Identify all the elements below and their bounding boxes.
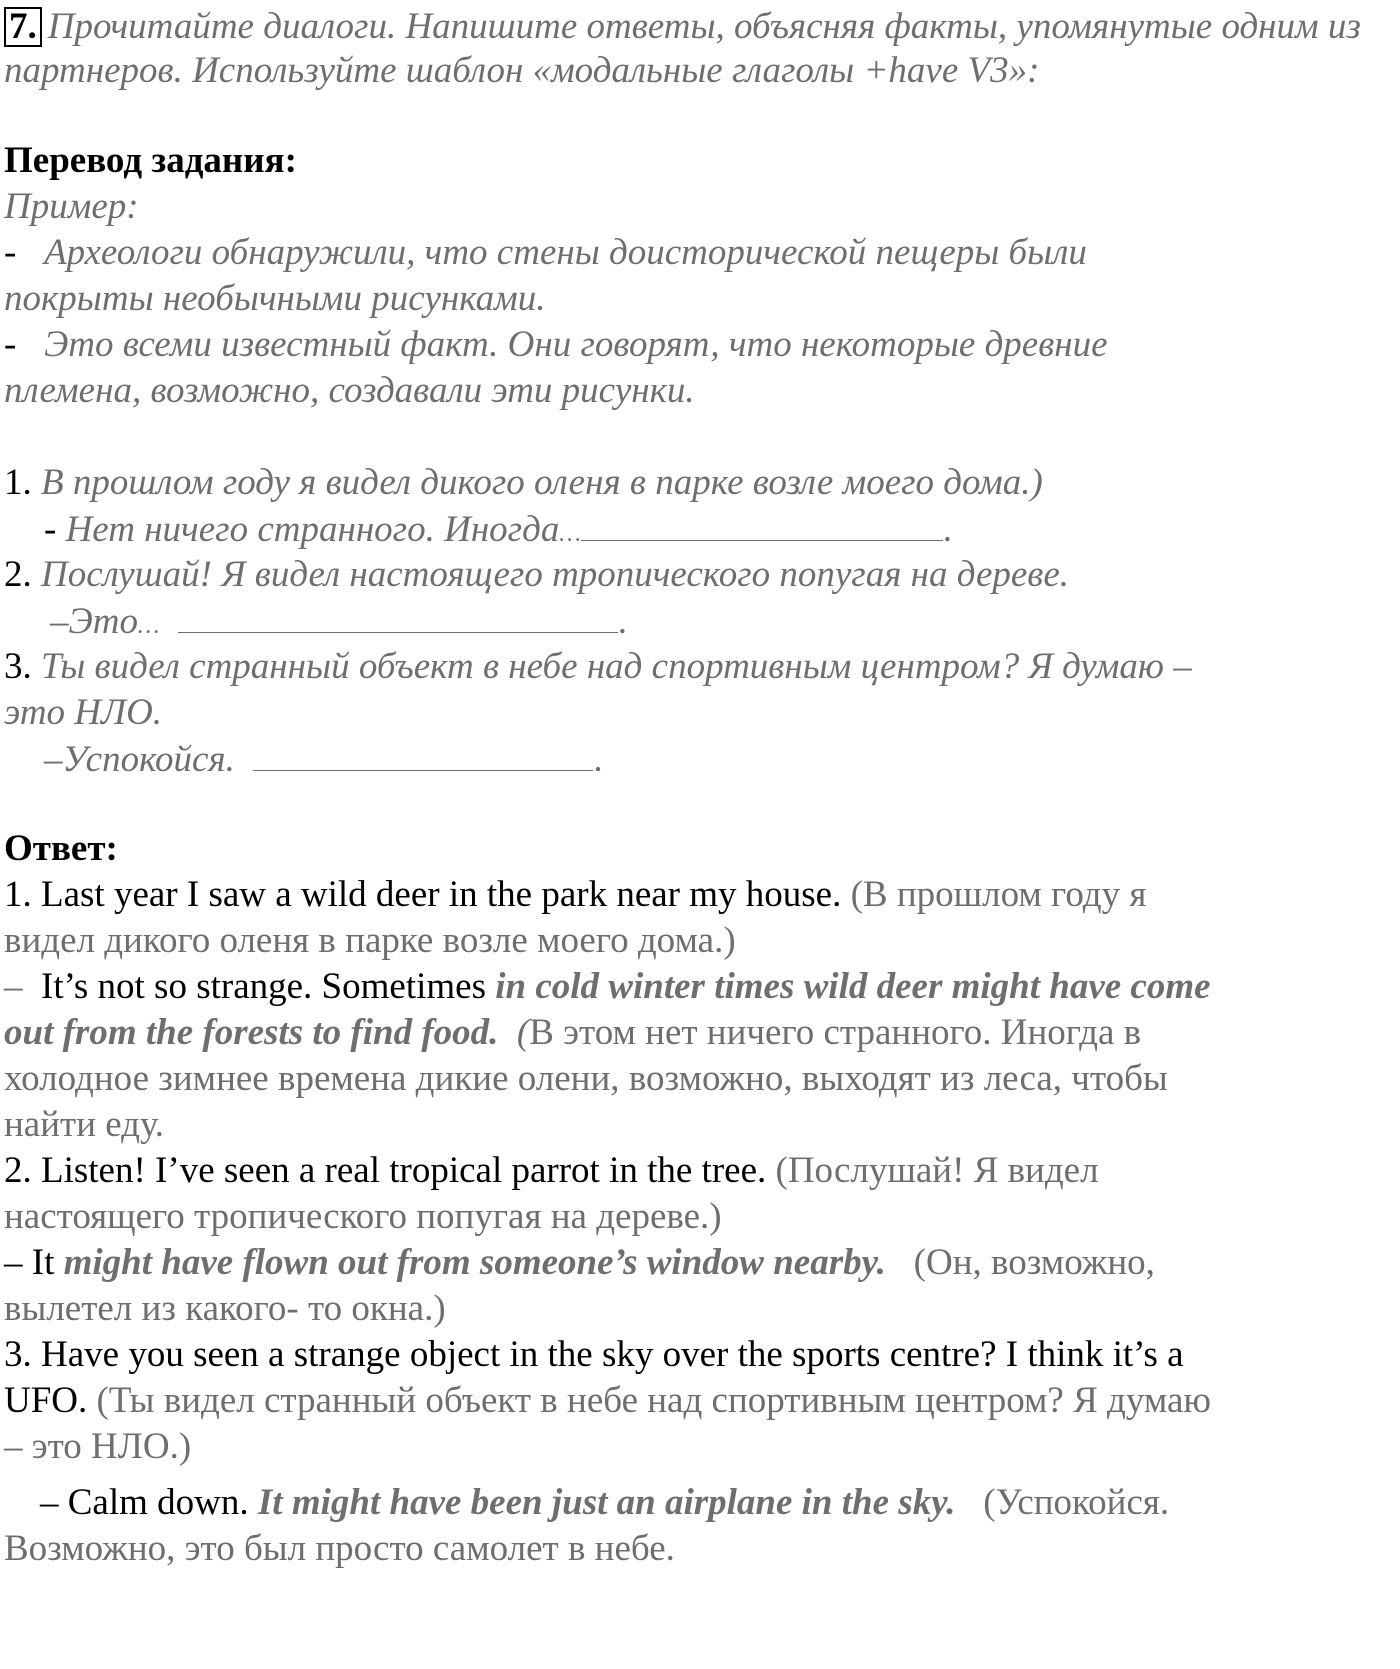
example-line-4: племена, возможно, создавали эти рисунки. [4, 370, 695, 411]
item-2-ellipsis: … [137, 613, 160, 639]
item-1-dash: - [44, 509, 57, 550]
answer-1-translation: В этом нет ничего странного. Иногда в [529, 1012, 1142, 1053]
answer-2-reply-line [4, 1240, 1155, 1286]
answer-1-translation-2: холодное зимнее времена дикие олени, возможно, выходят из леса, чтобы [4, 1058, 1168, 1099]
item-2-answer: –Это [50, 601, 138, 642]
example-text-3: Это всеми известный факт. Они говорят, что некоторые древние [44, 324, 1108, 365]
answer-1-modal: in cold winter times wild deer might have come [495, 966, 1211, 1007]
answer-1-reply-line [4, 964, 1211, 1010]
answer-2-translation: (Он, возможно, [913, 1242, 1155, 1283]
answer-2-translation-2: вылетел из какого- то окна.) [4, 1288, 446, 1329]
example-dash-2: - [4, 324, 17, 365]
answer-2-russian: (Послушай! Я видел [775, 1150, 1099, 1191]
task-instruction-line-1 [4, 4, 1361, 50]
item-3-number: 3. [4, 646, 32, 687]
example-line-1 [4, 230, 1087, 276]
item-3-question: Ты видел странный объект в небе над спортивным центром? Я думаю – [41, 646, 1192, 687]
answer-3-english-cont: UFO. [4, 1380, 88, 1421]
example-text-1: Археологи обнаружили, что стены доисторической пещеры были [44, 232, 1087, 273]
answer-3-reply: – Calm down. [40, 1482, 249, 1523]
answer-1-reply: It’s not so strange. Sometimes [41, 966, 486, 1007]
answer-3-line-2 [4, 1378, 1211, 1424]
answer-2-russian-cont: настоящего тропического попугая на дереве.) [4, 1196, 722, 1237]
translation-item-2-reply [50, 598, 627, 649]
item-1-blank [581, 506, 943, 541]
answer-3-modal: It might have been just an airplane in the sky. [257, 1482, 956, 1523]
item-3-question-cont: это НЛО. [4, 692, 163, 733]
answer-1-dash: – [4, 966, 23, 1007]
example-dash-1: - [4, 232, 17, 273]
answer-1-translation-3: найти еду. [4, 1104, 165, 1145]
item-2-question: Послушай! Я видел настоящего тропического попугая на дереве. [41, 554, 1070, 595]
answer-2-modal: might have flown out from someone’s window nearby. [63, 1242, 886, 1283]
item-1-end: . [942, 509, 952, 550]
translation-item-3-reply [44, 736, 603, 783]
translation-heading: Перевод задания: [4, 140, 297, 181]
answer-1-russian: (В прошлом году я [850, 874, 1147, 915]
task-instruction-text-1: Прочитайте диалоги. Напишите ответы, объясняя факты, упомянутые одним из [47, 6, 1361, 47]
answer-2-line-1 [4, 1148, 1099, 1194]
answer-3-russian-cont: – это НЛО.) [4, 1426, 192, 1467]
task-number: 7. [4, 7, 42, 47]
answer-1-russian-cont: видел дикого оленя в парке возле моего дома.) [4, 920, 736, 961]
example-line-2: покрыты необычными рисунками. [4, 278, 546, 319]
task-instruction-line-2: партнеров. Используйте шаблон «модальные глаголы +have V3»: [4, 50, 1040, 91]
answer-2-english: 2. Listen! I’ve seen a real tropical parrot in the tree. [4, 1150, 767, 1191]
item-3-blank [253, 736, 593, 771]
item-3-answer: –Успокойся. [44, 739, 235, 780]
translation-item-1 [4, 460, 1043, 506]
item-2-number: 2. [4, 554, 32, 595]
answer-3-line-1: 3. Have you seen a strange object in the sky over the sports centre? I think it’s a [4, 1334, 1184, 1375]
item-2-end: . [617, 601, 628, 642]
answer-3-translation-2: Возможно, это был просто самолет в небе. [4, 1528, 675, 1569]
item-1-ellipsis: … [559, 521, 581, 547]
translation-item-3 [4, 644, 1192, 690]
answer-heading: Ответ: [4, 828, 118, 869]
example-line-3 [4, 322, 1108, 368]
answer-1-translation-open: ( [516, 1012, 530, 1053]
answer-1-line-1 [4, 872, 1146, 918]
answer-1-modal-cont: out from the forests to find food. [4, 1012, 499, 1053]
item-3-end: . [593, 739, 603, 780]
translation-item-1-reply [44, 506, 952, 557]
answer-3-reply-line [40, 1480, 1169, 1526]
item-1-number: 1. [4, 462, 32, 503]
answer-1-reply-line-2 [4, 1010, 1141, 1056]
answer-3-translation: (Успокойся. [983, 1482, 1170, 1523]
example-label: Пример: [4, 186, 139, 227]
item-1-question: В прошлом году я видел дикого оленя в парке возле моего дома.) [41, 462, 1043, 503]
item-1-answer: Нет ничего странного. Иногда [65, 509, 560, 550]
answer-2-reply: – It [4, 1242, 55, 1283]
answer-3-russian: (Ты видел странный объект в небе над спортивным центром? Я думаю [96, 1380, 1212, 1421]
answer-1-english: 1. Last year I saw a wild deer in the park near my house. [4, 874, 842, 915]
item-2-blank [178, 598, 618, 633]
translation-item-2 [4, 552, 1069, 598]
